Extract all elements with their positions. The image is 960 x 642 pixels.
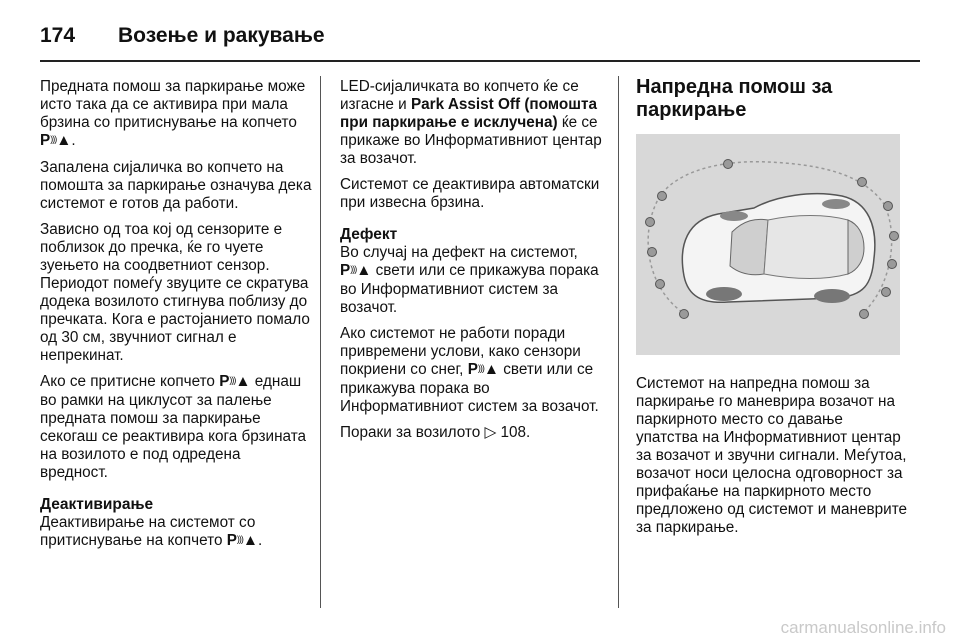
heading-deactivation: Деактивирање [40, 496, 154, 513]
paragraph-activation-low-speed: Предната помош за паркирање може исто така да се активира при мала брзина со притиснување на копчето P)))▲. [40, 78, 306, 149]
paragraph-advanced-description: Системот на напредна помош за паркирање го маневрира возачот на паркирното место со давање упатства на Информативниот центар за возачот и звучни сигнали. Меѓутоа, возачот носи целосна одговорност за прифаќање на паркирното место предложено од системот и маневрите за паркирање. [636, 375, 908, 536]
column-divider-left [320, 76, 321, 608]
paragraph-led-off: LED-сијаличката во копчето ќе се изгасне и Park Assist Off (помошта при паркирање е исклучена) ќе се прикаже во Информативниот центар за возачот. [340, 78, 602, 167]
car-sensor-illustration [636, 134, 900, 355]
park-assist-button-icon: P)))▲ [219, 373, 251, 390]
page-number: 174 [40, 24, 76, 47]
heading-fault: Дефект [340, 226, 398, 243]
watermark: carmanualsonline.info [780, 618, 946, 637]
column-1 [40, 78, 312, 559]
column-3 [636, 78, 908, 545]
column-2 [340, 78, 606, 450]
header-rule [40, 60, 920, 62]
car-topview-icon [636, 134, 900, 355]
paragraph-temporary-conditions: Ако системот не работи поради привремени услови, како сензори покриени со снег, P)))▲ свети или се прикажува порака во Информативниот систем за возачот. [340, 325, 599, 415]
park-assist-button-icon: P)))▲ [226, 532, 259, 549]
heading-advanced-park-assist: Напредна помош за паркирање [636, 76, 833, 121]
park-assist-button-icon: P)))▲ [40, 132, 72, 149]
paragraph-vehicle-messages: Пораки за возилото ▷ 108. [340, 424, 531, 441]
page-reference-arrow-icon[interactable]: ▷ [484, 424, 497, 441]
paragraph-fault: Во случај на дефект на системот, P)))▲ свети или се прикажува порака во Информативниот систем за возачот. [340, 244, 599, 316]
paragraph-reactivation: Ако се притисне копчето P)))▲ еднаш во рамки на циклусот за палење предната помош за паркирање секогаш се реактивира кога брзината на возилото е под одредена вредност. [40, 373, 307, 481]
park-assist-button-icon: P)))▲ [340, 262, 372, 279]
park-assist-off-message: Park Assist Off (помошта при паркирање е исклучена) [340, 96, 598, 131]
page-title: Возење и ракување [118, 24, 325, 47]
paragraph-sensor-beeps: Зависно од тоа кој од сензорите е поблизок до пречка, ќе го чуете зуењето на соодветниот сензор. Периодот помеѓу звуците се скратува додека возилото стигнува поблизу до пречката. Кога е растојанието помало од 30 см, звучниот сигнал е непрекинат. [40, 221, 310, 364]
page-header [40, 16, 325, 56]
paragraph-deactivation: Деактивирање на системот со притиснување на копчето P)))▲. [40, 514, 263, 549]
paragraph-led-ready: Запалена сијаличка во копчето на помошта за паркирање означува дека системот е готов да работи. [40, 159, 312, 212]
column-divider-right [618, 76, 619, 608]
paragraph-auto-deactivation: Системот се деактивира автоматски при извесна брзина. [340, 176, 600, 211]
park-assist-button-icon: P)))▲ [467, 361, 500, 378]
